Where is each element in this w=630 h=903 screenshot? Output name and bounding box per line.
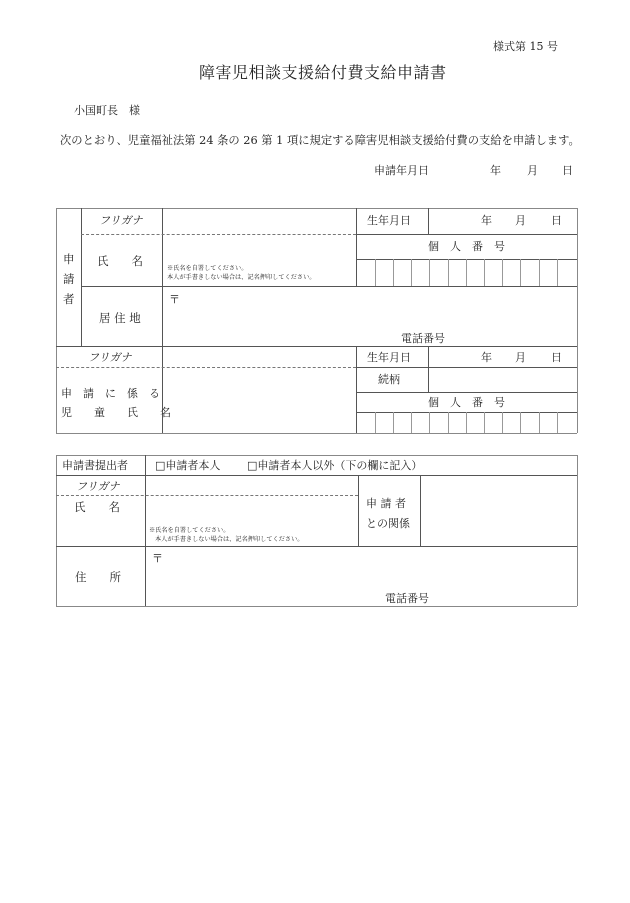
child-dob-month-unit: 月 xyxy=(515,351,526,364)
applicant-mynumber-label: 個 人 番 号 xyxy=(428,240,505,253)
child-dob-label: 生年月日 xyxy=(367,351,411,364)
submitter-postal-mark: 〒 xyxy=(152,552,163,565)
child-dob-day-unit: 日 xyxy=(551,351,562,364)
application-date-label: 申請年月日 xyxy=(374,164,429,177)
applicant-address-label: 居 住 地 xyxy=(99,311,141,325)
child-dob-input[interactable] xyxy=(429,347,576,366)
submitter-name-note-1: ※氏名を自署してください。 xyxy=(149,527,230,534)
child-mynumber-label: 個 人 番 号 xyxy=(428,396,505,409)
addressee: 小国町長 様 xyxy=(74,104,140,117)
form-number: 様式第 15 号 xyxy=(493,40,558,53)
application-date-year-unit: 年 xyxy=(490,164,501,177)
submitter-furigana-label: フリガナ xyxy=(76,480,120,493)
applicant-dob-day-unit: 日 xyxy=(551,214,562,227)
child-name-label-2: 児 童 氏 名 xyxy=(61,406,171,419)
child-furigana-label: フリガナ xyxy=(88,351,132,364)
applicant-postal-mark: 〒 xyxy=(169,293,180,306)
submitter-address-label: 住 所 xyxy=(75,570,121,584)
applicant-dob-input[interactable] xyxy=(429,209,576,233)
applicant-phone-label: 電話番号 xyxy=(401,332,445,345)
applicant-name-note-1: ※氏名を自署してください。 xyxy=(167,265,248,272)
application-statement: 次のとおり、児童福祉法第 24 条の 26 第 1 項に規定する障害児相談支援給付費の支給を申請します。 xyxy=(60,134,580,147)
submitter-relationship-input[interactable] xyxy=(421,476,576,545)
child-dob-year-unit: 年 xyxy=(481,351,492,364)
submitter-option-self[interactable]: □申請者本人 xyxy=(155,459,221,472)
child-relationship-label: 続柄 xyxy=(378,373,400,386)
submitter-name-note-2: 本人が手書きしない場合は、記名押印してください。 xyxy=(155,536,304,543)
applicant-name-note-2: 本人が手書きしない場合は、記名押印してください。 xyxy=(167,274,316,281)
applicant-section-label-2: 請 xyxy=(63,272,75,286)
applicant-name-label: 氏 名 xyxy=(97,254,143,268)
applicant-dob-year-unit: 年 xyxy=(481,214,492,227)
submitter-phone-label: 電話番号 xyxy=(385,592,429,605)
applicant-section-label-1: 申 xyxy=(63,252,75,266)
child-name-label-1: 申 請 に 係 る xyxy=(61,387,160,400)
applicant-mynumber-input[interactable] xyxy=(357,260,576,285)
applicant-furigana-input[interactable] xyxy=(163,209,355,233)
submitter-label: 申請書提出者 xyxy=(62,459,128,472)
page-title: 障害児相談支援給付費支給申請書 xyxy=(199,63,447,82)
applicant-name-input[interactable] xyxy=(163,235,355,263)
submitter-option-other[interactable]: □申請者本人以外（下の欄に記入） xyxy=(247,459,423,472)
child-relationship-input[interactable] xyxy=(429,368,576,391)
submitter-name-label: 氏 名 xyxy=(74,500,120,514)
applicant-dob-label: 生年月日 xyxy=(367,214,411,227)
submitter-relationship-label-2: との関係 xyxy=(366,517,410,530)
application-date-month-unit: 月 xyxy=(527,164,538,177)
applicant-furigana-label: フリガナ xyxy=(99,214,143,227)
child-furigana-input[interactable] xyxy=(163,347,355,366)
submitter-phone-input[interactable] xyxy=(436,590,576,605)
applicant-address-input[interactable] xyxy=(182,287,576,327)
applicant-dob-month-unit: 月 xyxy=(515,214,526,227)
submitter-relationship-label-1: 申 請 者 xyxy=(366,497,406,510)
child-mynumber-input[interactable] xyxy=(357,413,576,432)
applicant-phone-input[interactable] xyxy=(452,330,576,345)
application-date-day-unit: 日 xyxy=(562,164,573,177)
application-date-field[interactable] xyxy=(440,160,575,180)
submitter-address-input[interactable] xyxy=(165,547,576,589)
applicant-section-label-3: 者 xyxy=(63,292,75,306)
submitter-name-input[interactable] xyxy=(146,496,357,524)
child-name-input[interactable] xyxy=(163,368,355,432)
submitter-furigana-input[interactable] xyxy=(146,476,357,494)
